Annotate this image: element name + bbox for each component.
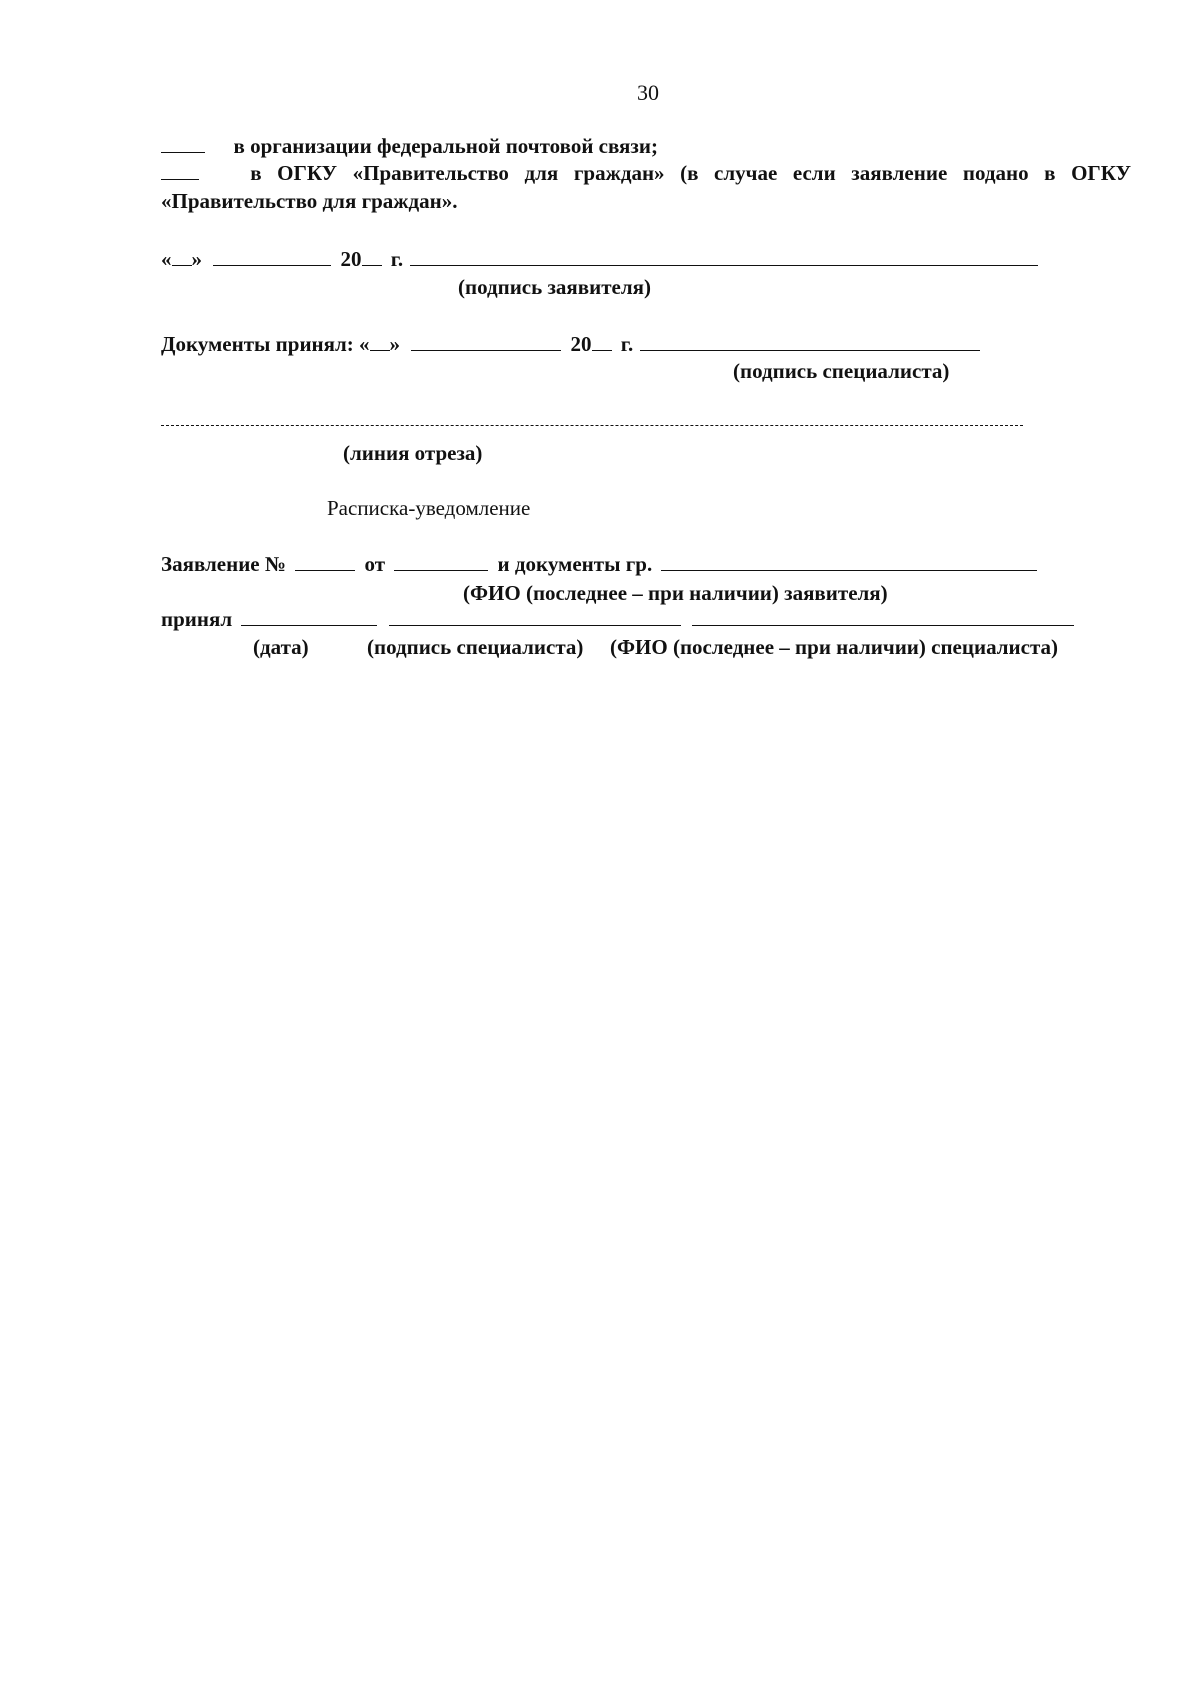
application-date-field	[394, 552, 488, 571]
receipt-application-row	[161, 551, 1037, 577]
delivery-option-ogku-continued: «Правительство для граждан».	[161, 189, 458, 213]
cut-line	[161, 425, 1023, 426]
specialist-signature-caption: (подпись специалиста)	[733, 359, 950, 383]
day-field	[172, 247, 192, 266]
year-suffix: г.	[390, 247, 404, 271]
accepted-date-field	[241, 607, 377, 626]
applicant-name-caption: (ФИО (последнее – при наличии) заявителя)	[463, 581, 888, 605]
accepted-specialist-caption: (ФИО (последнее – при наличии) специалиста)	[610, 635, 1059, 659]
year-suffix: г.	[620, 332, 634, 356]
year-field	[592, 332, 612, 351]
applicant-signature-caption: (подпись заявителя)	[458, 275, 651, 299]
month-field	[213, 247, 331, 266]
year-prefix: 20	[570, 332, 592, 356]
accepted-specialist-name-field	[692, 607, 1074, 626]
page-number: 30	[637, 80, 659, 105]
checkbox-blank-line	[161, 134, 205, 153]
delivery-option-postal	[161, 133, 658, 159]
checkbox-blank-line	[161, 161, 199, 180]
applicant-signature-field	[410, 247, 1038, 266]
option-postal-text: в организации федеральной почтовой связи;	[233, 134, 658, 158]
documents-received-row	[161, 331, 980, 357]
specialist-signature-field	[640, 332, 980, 351]
documents-received-label: Документы принял: «	[161, 332, 370, 356]
cut-line-caption: (линия отреза)	[343, 441, 483, 465]
year-field	[362, 247, 382, 266]
application-number-label: Заявление №	[161, 552, 286, 576]
month-field	[411, 332, 561, 351]
date-caption: (дата)	[253, 635, 309, 659]
quote-close: »	[191, 247, 202, 271]
year-prefix: 20	[340, 247, 362, 271]
quote-close: »	[389, 332, 401, 356]
option-ogku-text: в ОГКУ «Правительство для граждан» (в случае если заявление подано в ОГКУ	[250, 161, 1132, 185]
delivery-option-ogku	[161, 160, 1131, 186]
applicant-signature-row	[161, 246, 1038, 272]
accepted-signature-caption: (подпись специалиста)	[367, 635, 584, 659]
receipt-title: Расписка-уведомление	[327, 496, 531, 520]
applicant-name-field	[661, 552, 1037, 571]
from-label: от	[364, 552, 386, 576]
day-field	[370, 332, 390, 351]
quote-open: «	[161, 247, 172, 271]
application-number-field	[295, 552, 355, 571]
accepted-signature-field	[389, 607, 681, 626]
accepted-by-row	[161, 606, 1074, 632]
documents-label: и документы гр.	[497, 552, 653, 576]
accepted-label: принял	[161, 607, 233, 631]
